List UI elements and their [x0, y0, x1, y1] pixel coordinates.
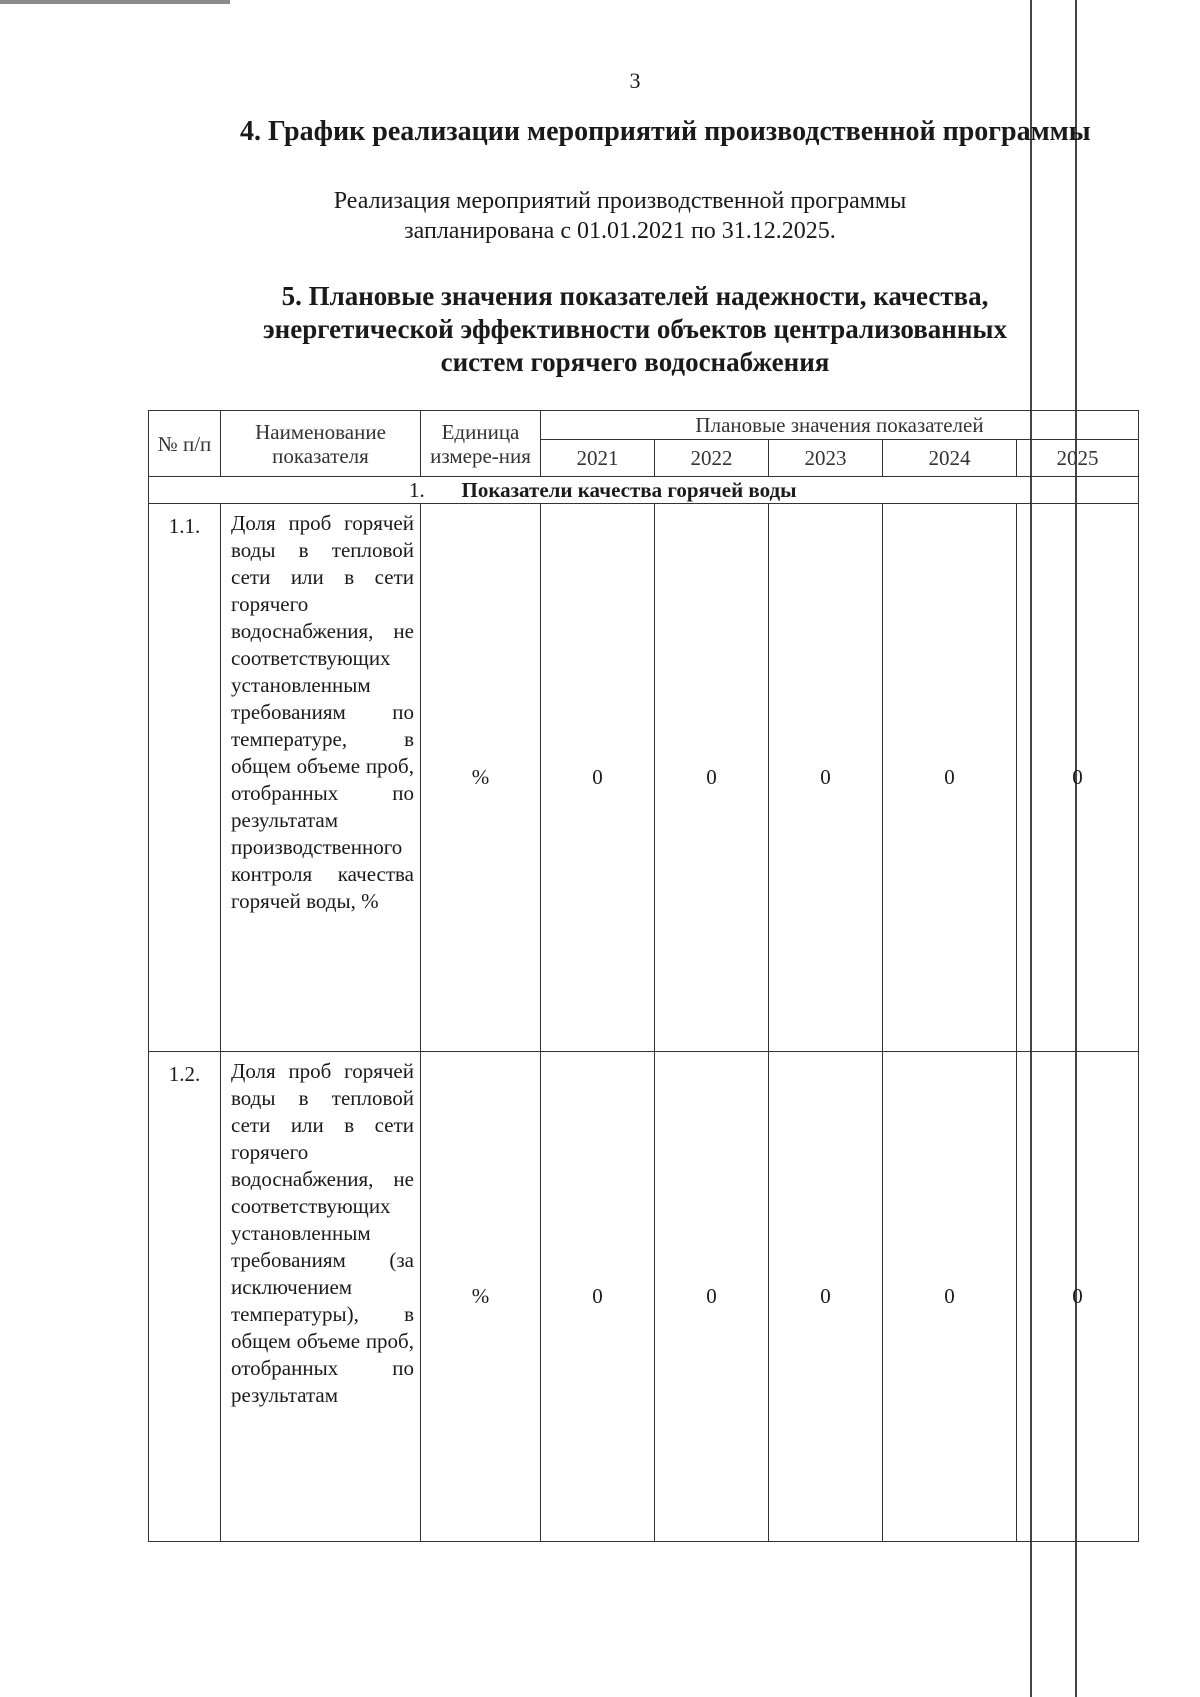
row-1-2-value-2022: 0 [655, 1052, 769, 1542]
header-planned-values: Плановые значения показателей [541, 411, 1139, 440]
row-1-2-unit: % [421, 1052, 541, 1542]
row-1-1-value-2024: 0 [883, 504, 1017, 1052]
row-1-2-value-2023: 0 [769, 1052, 883, 1542]
scan-edge-mark [0, 0, 230, 4]
header-year-2025: 2025 [1017, 440, 1139, 477]
section-1-number: 1. [409, 477, 425, 502]
indicators-table [148, 410, 1139, 1542]
section-4-text-line-2: запланирована с 01.01.2021 по 31.12.2025. [404, 218, 836, 244]
table-row [149, 504, 1139, 1052]
row-1-1-number: 1.1. [149, 504, 221, 1052]
table-row [149, 1052, 1139, 1542]
section-4-title: 4. График реализации мероприятий производственной программы [240, 116, 1091, 147]
row-1-2-value-2025: 0 [1017, 1052, 1139, 1542]
row-1-1-value-2022: 0 [655, 504, 769, 1052]
section-1-heading [149, 477, 1139, 504]
section-5-title-line-2: энергетической эффективности объектов централизованных [262, 314, 1007, 344]
header-unit: Единица измере-ния [421, 411, 541, 477]
row-1-2-value-2024: 0 [883, 1052, 1017, 1542]
section-4-text-line-1: Реализация мероприятий производственной программы [333, 188, 907, 214]
table-header-row-1 [149, 411, 1139, 440]
row-1-2-name: Доля проб горячей воды в тепловой сети или в сети горячего водоснабжения, не соответствующих установленным требованиям (за исключением температуры), в общем объеме проб, отобранных по результатам [221, 1052, 421, 1542]
header-year-2022: 2022 [655, 440, 769, 477]
row-1-1-name: Доля проб горячей воды в тепловой сети или в сети горячего водоснабжения, не соответствующих установленным требованиям по температуре, в общем объеме проб, отобранных по результатам производственного контроля качества горячей воды, % [221, 504, 421, 1052]
row-1-2-number: 1.2. [149, 1052, 221, 1542]
header-year-2023: 2023 [769, 440, 883, 477]
section-5-title-line-1: 5. Плановые значения показателей надежности, качества, [281, 281, 989, 311]
section-1-title: Показатели качества горячей воды [461, 477, 797, 502]
page-number: 3 [629, 68, 641, 93]
row-1-1-value-2023: 0 [769, 504, 883, 1052]
row-1-2-value-2021: 0 [541, 1052, 655, 1542]
section-4-text [0, 186, 1200, 246]
header-name: Наименование показателя [221, 411, 421, 477]
row-1-1-value-2021: 0 [541, 504, 655, 1052]
section-row-1 [149, 477, 1139, 504]
header-year-2021: 2021 [541, 440, 655, 477]
row-1-1-value-2025: 0 [1017, 504, 1139, 1052]
section-5-title [200, 280, 1070, 379]
header-num: № п/п [149, 411, 221, 477]
row-1-1-unit: % [421, 504, 541, 1052]
header-year-2024: 2024 [883, 440, 1017, 477]
section-5-title-line-3: систем горячего водоснабжения [440, 347, 830, 377]
